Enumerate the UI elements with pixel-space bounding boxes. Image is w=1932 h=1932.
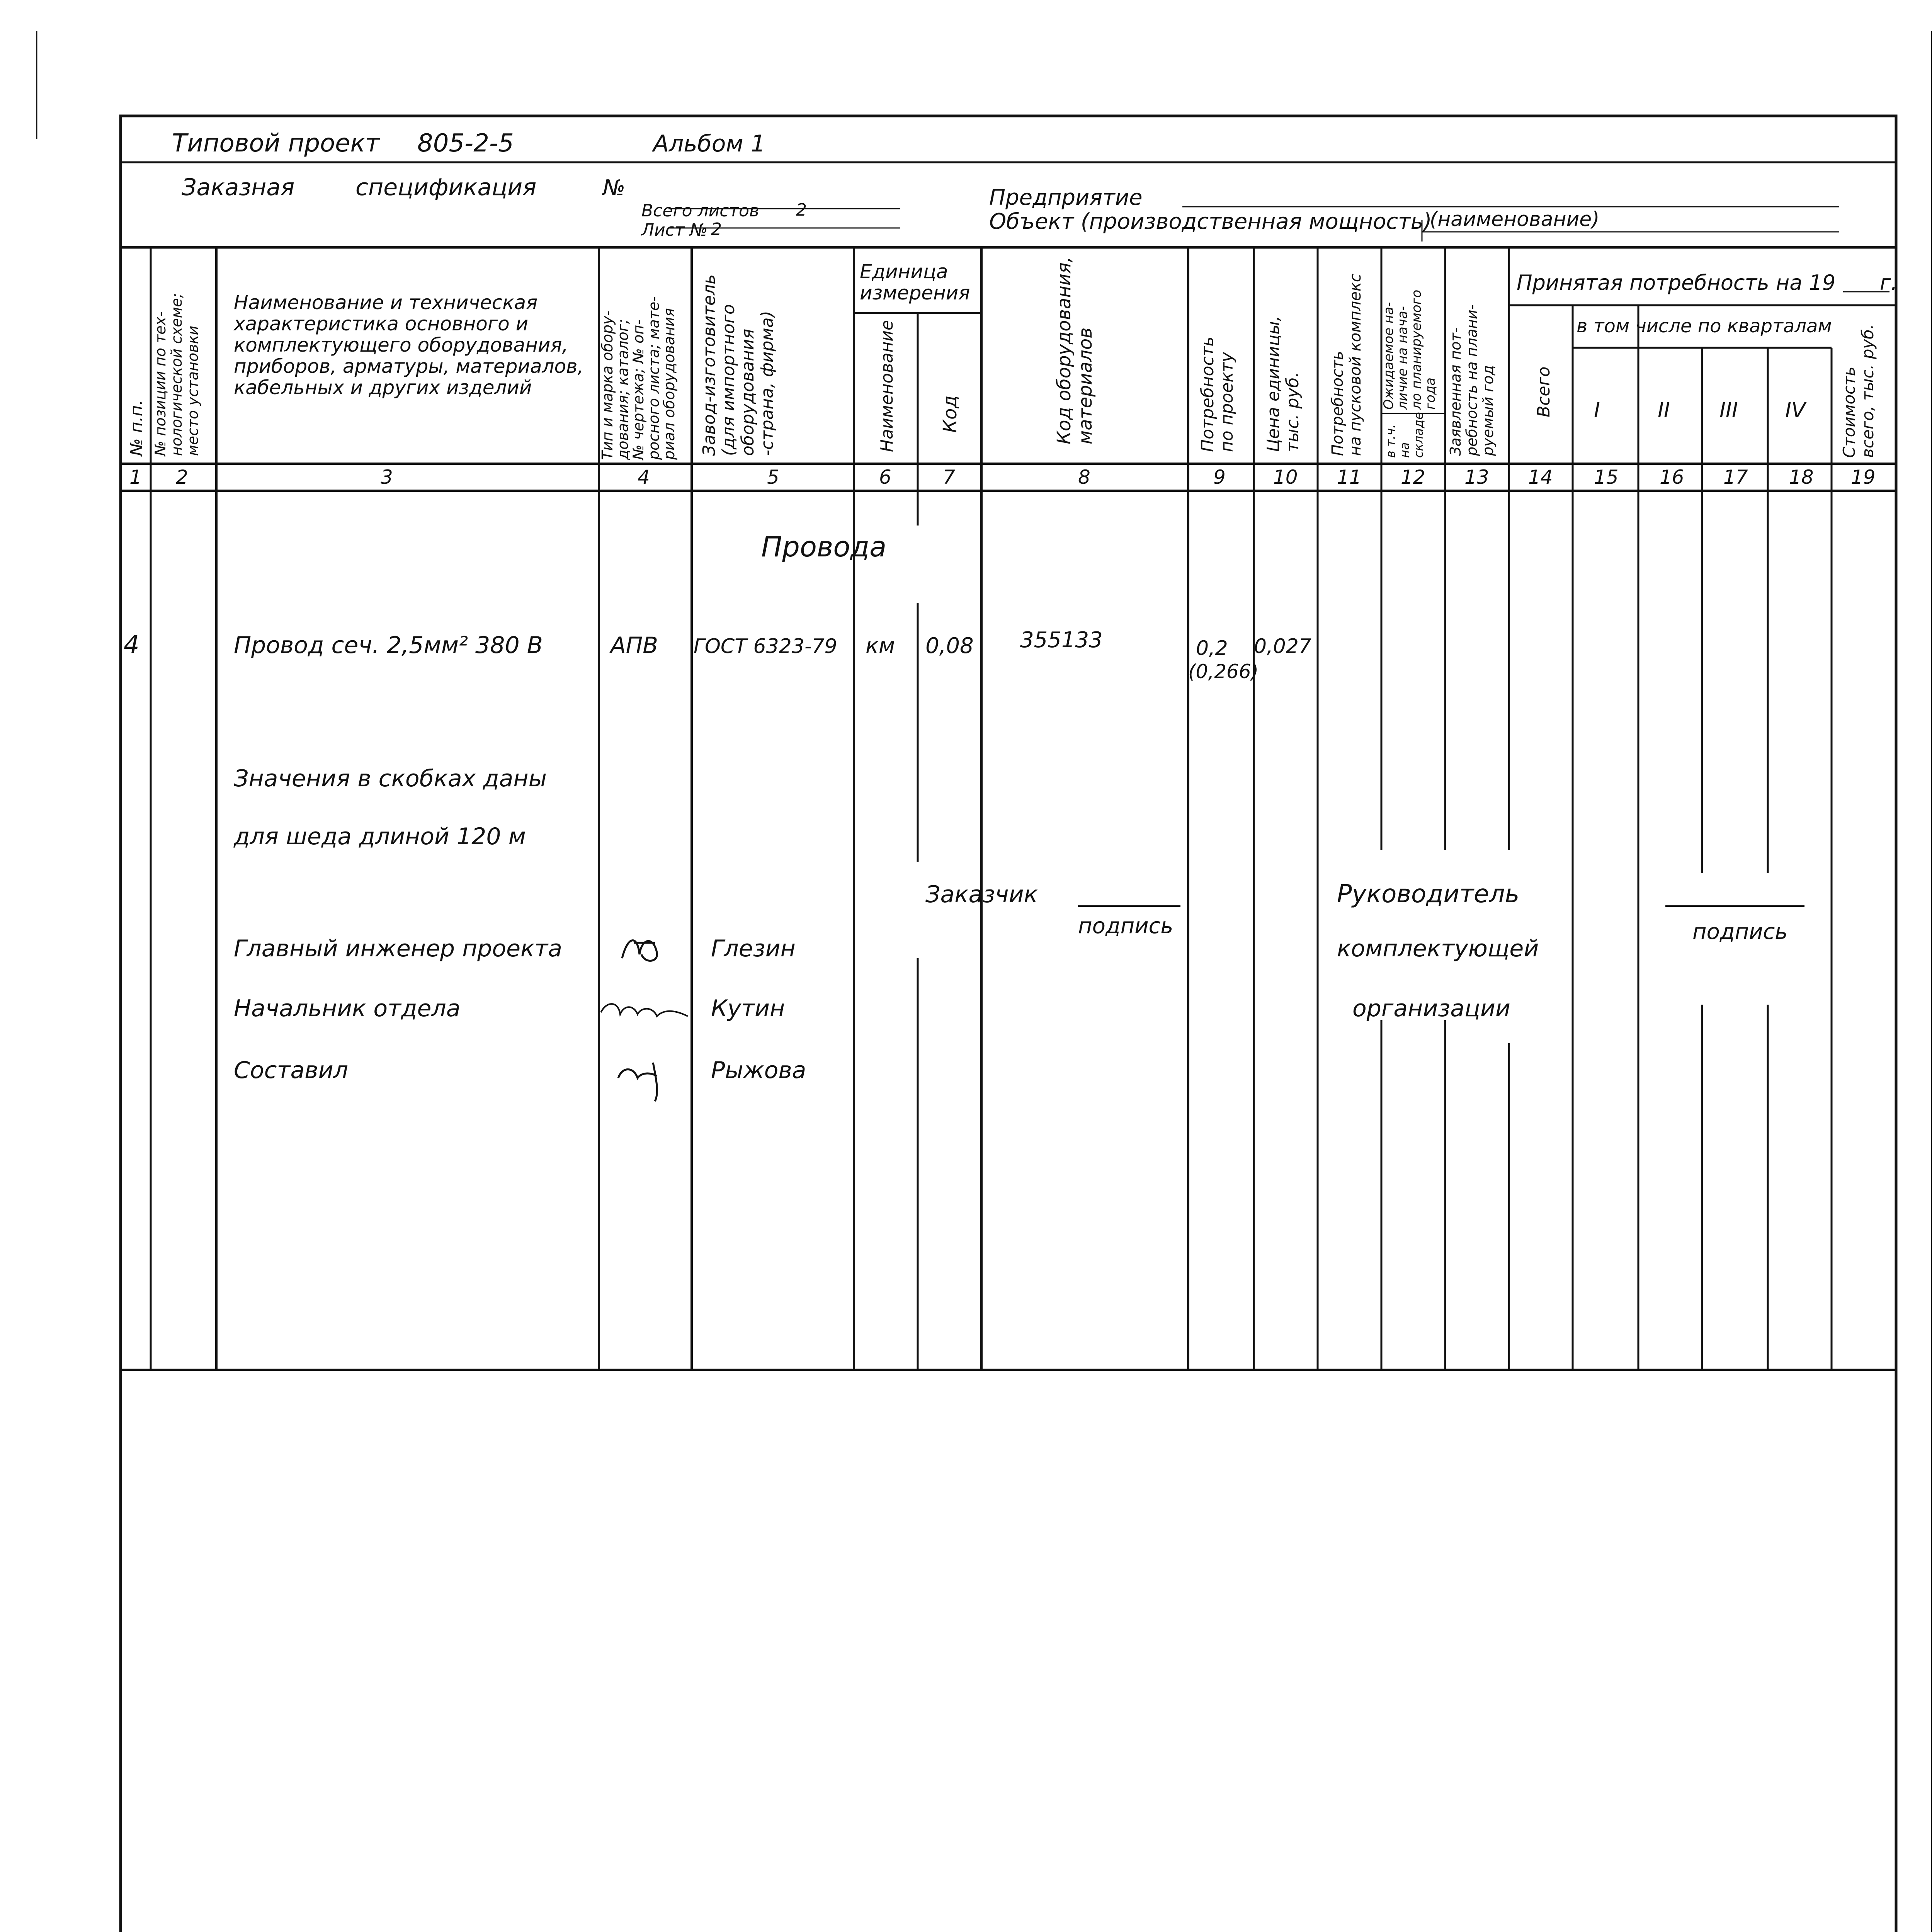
row-unit-code: 0,08 <box>925 633 974 658</box>
colnum-11: 11 <box>1337 466 1362 488</box>
col4-header-l2: дования; каталог; <box>614 319 631 460</box>
colnum-17: 17 <box>1723 466 1748 488</box>
row-standard: ГОСТ 6323-79 <box>694 635 837 658</box>
col9-header-l2: по проекту <box>1217 352 1237 452</box>
sheets-total-value: 2 <box>796 200 807 220</box>
colnum-1: 1 <box>129 466 142 488</box>
col2-header-l3: место установки <box>184 325 201 456</box>
manager-label-l1: Руководитель <box>1337 880 1520 908</box>
col1-header: № п.п. <box>127 400 146 456</box>
col13-header-l1: Заявленная пот- <box>1447 327 1464 456</box>
col11-header-l1: Потребность <box>1329 350 1347 456</box>
project-number: 805-2-5 <box>417 129 514 158</box>
row-need: 0,2 <box>1196 637 1228 660</box>
col15-header: I <box>1594 398 1600 422</box>
unit-group-header-l1: Единица <box>860 260 948 283</box>
colnum-5: 5 <box>767 466 779 488</box>
col10-header-l1: Цена единицы, <box>1264 315 1283 452</box>
note-line-2: для шеда длиной 120 м <box>234 823 526 850</box>
sheets-total-label: Всего листов <box>641 201 759 221</box>
manager-signature-caption: подпись <box>1692 919 1788 944</box>
col13-header-l3: руемый год <box>1480 365 1497 456</box>
customer-label: Заказчик <box>925 881 1038 908</box>
col18-header: IV <box>1785 398 1806 422</box>
col5-header-l3: оборудования <box>738 328 758 456</box>
colnum-9: 9 <box>1213 466 1226 488</box>
col3-header-l1: Наименование и техническая <box>234 291 538 314</box>
row-unit: км <box>866 633 895 658</box>
colnum-3: 3 <box>381 466 393 488</box>
signature-ryzhova <box>618 1063 657 1101</box>
col13-header-l2: ребность на плани- <box>1463 304 1480 456</box>
album-label: Альбом 1 <box>653 130 765 157</box>
row-price: 0,027 <box>1254 635 1311 658</box>
role-chief-engineer: Главный инженер проекта <box>234 935 562 962</box>
col3-header-l3: комплектующего оборудования, <box>234 334 568 356</box>
col4-header-l4: росного листа; мате- <box>645 296 662 460</box>
colnum-8: 8 <box>1078 466 1090 488</box>
col19-header-l1: Стоимость <box>1840 366 1859 458</box>
col4-header-l5: риал оборудования <box>661 308 678 460</box>
col12-header-l2: личие на нача- <box>1395 306 1410 410</box>
colnum-6: 6 <box>879 466 891 488</box>
sheet-no-value: 2 <box>711 219 722 239</box>
col5-header-l2: (для импортного <box>719 304 738 456</box>
signature-glezin <box>622 940 657 961</box>
colnum-10: 10 <box>1273 466 1298 488</box>
col12-header-l1: Ожидаемое на- <box>1381 302 1396 410</box>
customer-signature-caption: подпись <box>1078 913 1173 939</box>
col17-header: III <box>1719 398 1738 422</box>
col12-sub-l1: в т.ч. <box>1383 424 1398 458</box>
colnum-15: 15 <box>1594 466 1619 488</box>
col11-header-l2: на пусковой комплекс <box>1347 274 1364 456</box>
unit-group-header-l2: измерения <box>860 282 970 304</box>
col3-header-l4: приборов, арматуры, материалов, <box>234 355 584 378</box>
row-name: Провод сеч. 2,5мм² 380 В <box>234 632 543 659</box>
col8-header-l1: Код оборудования, <box>1053 256 1075 444</box>
colnum-13: 13 <box>1464 466 1489 488</box>
col3-header-l2: характеристика основного и <box>234 313 529 335</box>
colnum-19: 19 <box>1851 466 1876 488</box>
col9-header-l1: Потребность <box>1198 336 1218 452</box>
column-number-row <box>129 466 1876 488</box>
colnum-12: 12 <box>1401 466 1425 488</box>
col12-header-l3: ло планируемого <box>1409 289 1424 410</box>
colnum-16: 16 <box>1660 466 1684 488</box>
col2-header-l1: № позиции по тех- <box>152 311 169 456</box>
colnum-4: 4 <box>638 466 650 488</box>
colnum-18: 18 <box>1789 466 1814 488</box>
section-title: Провода <box>761 531 887 563</box>
col3-header-l5: кабельных и других изделий <box>234 376 532 399</box>
naming-label: (наименование) <box>1430 208 1600 231</box>
doc-title: спецификация <box>355 174 537 201</box>
colnum-7: 7 <box>943 466 955 488</box>
col19-header-l2: всего, тыс. руб. <box>1858 324 1877 458</box>
row-num: 4 <box>124 631 139 659</box>
col7-header: Код <box>939 395 961 433</box>
row-type: АПВ <box>611 632 658 658</box>
name-kutin: Кутин <box>711 995 785 1022</box>
col4-header-l1: Тип и марка обору- <box>599 310 616 460</box>
signature-block <box>234 880 1787 1101</box>
sheet-no-label: Лист № <box>641 220 708 240</box>
manager-label-l2: комплектующей <box>1337 935 1539 962</box>
col5-header-l4: -страна, фирма) <box>757 311 777 456</box>
column-headers <box>127 257 1898 488</box>
col5-header-l1: Завод-изготовитель <box>699 274 719 456</box>
col12-sub-l2: на <box>1397 442 1412 458</box>
col12-sub-l3: складе <box>1411 412 1426 458</box>
col16-header: II <box>1658 398 1670 422</box>
doc-number-label: № <box>603 175 626 201</box>
col2-header-l2: нологической схеме; <box>168 293 185 456</box>
name-glezin: Глезин <box>711 935 796 962</box>
accepted-need-year-suffix: г. <box>1880 270 1898 295</box>
colnum-14: 14 <box>1528 466 1553 488</box>
form-header <box>172 129 1600 240</box>
row-equip-code: 355133 <box>1020 628 1103 653</box>
name-ryzhova: Рыжова <box>711 1057 806 1084</box>
role-compiler: Составил <box>234 1057 349 1084</box>
row-need-alt: (0,266) <box>1188 660 1259 683</box>
note-line-1: Значения в скобках даны <box>234 765 547 792</box>
role-department-head: Начальник отдела <box>234 995 461 1022</box>
col4-header-l3: № чертежа; № оп- <box>630 320 647 460</box>
enterprise-label: Предприятие <box>989 185 1143 210</box>
quarters-label: в том числе по кварталам <box>1577 315 1832 337</box>
project-label: Типовой проект <box>172 129 380 158</box>
col14-header: Всего <box>1534 366 1554 417</box>
colnum-2: 2 <box>176 466 188 488</box>
manager-label-l3: организации <box>1352 995 1510 1022</box>
table-body <box>124 531 1311 850</box>
signature-kutin <box>601 1004 688 1016</box>
object-label: Объект (производственная мощность) <box>989 209 1432 234</box>
col12-header-l4: года <box>1423 377 1438 410</box>
col6-header: Наименование <box>877 320 897 452</box>
col8-header-l1b: материалов <box>1075 327 1096 444</box>
doc-type: Заказная <box>182 174 295 201</box>
col10-header-l2: тыс. руб. <box>1283 372 1303 452</box>
table-row <box>124 628 1311 683</box>
accepted-need-label: Принятая потребность на 19 <box>1517 270 1836 295</box>
